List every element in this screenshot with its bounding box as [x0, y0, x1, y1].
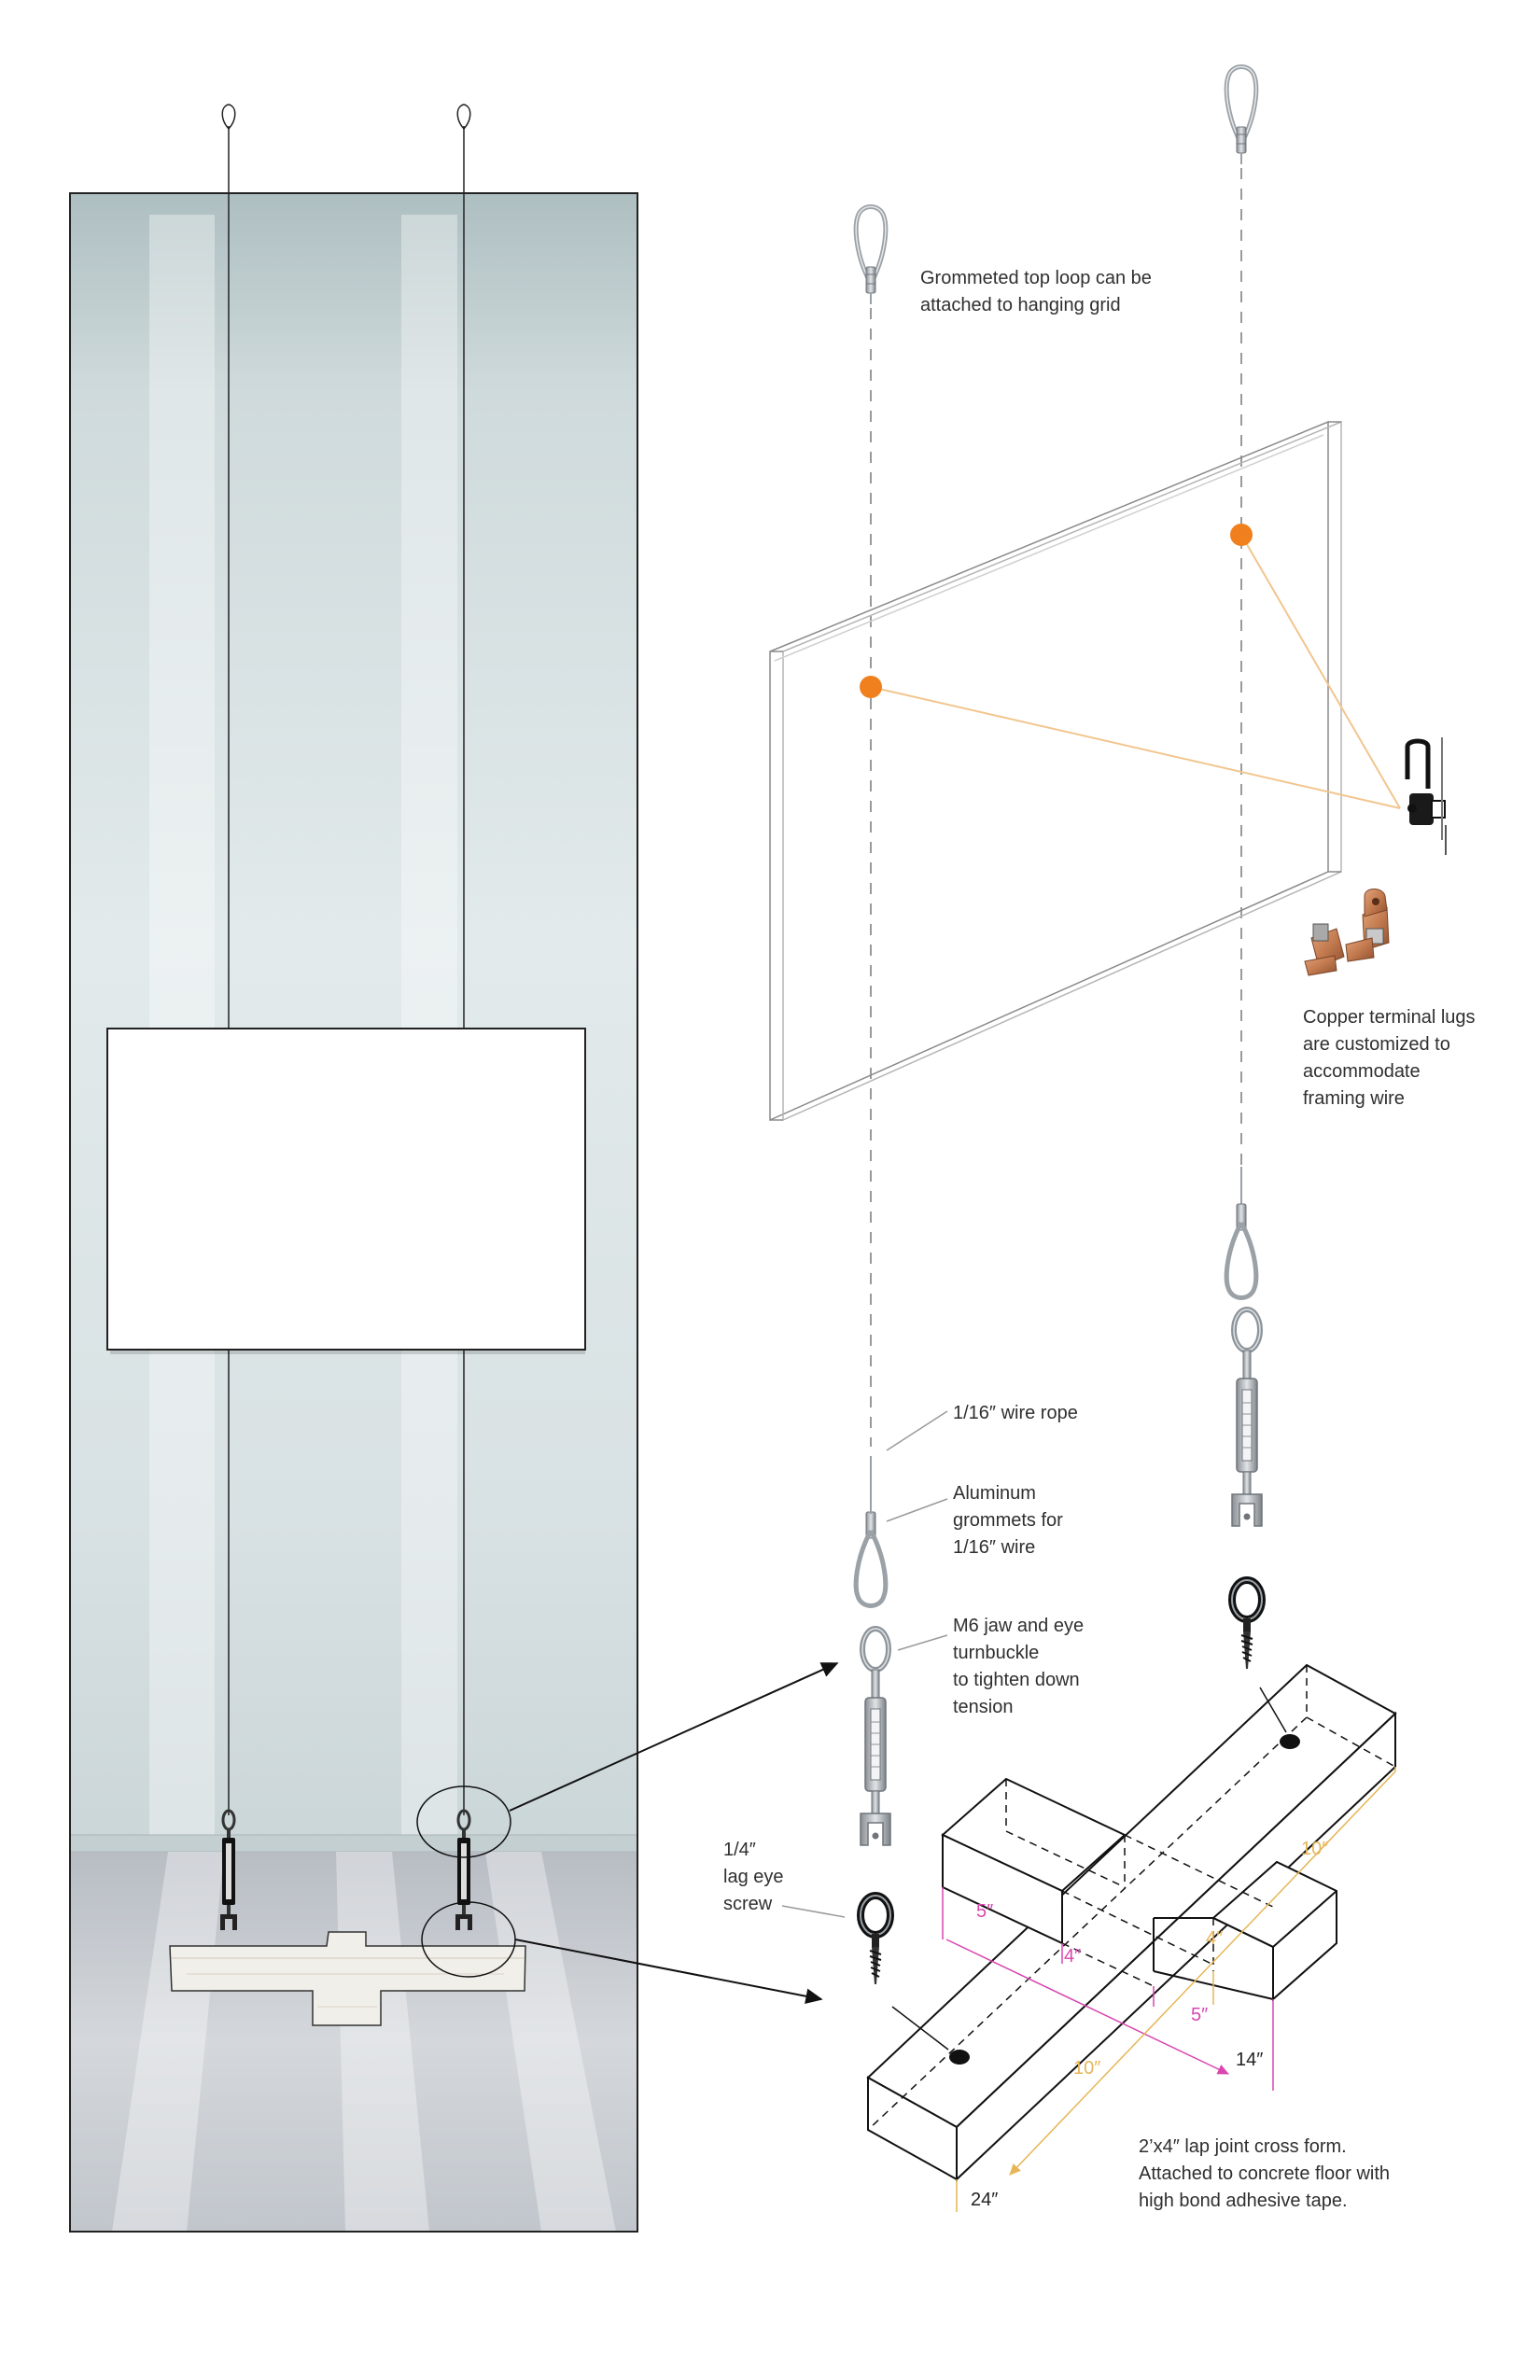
right-dashed-wire: [1226, 67, 1256, 1168]
elevation-scene: [70, 105, 637, 2232]
dim-right-4: 4″: [1206, 1928, 1224, 1949]
cross-form-label: 2’x4″ lap joint cross form. Attached to concrete floor with high bond adhesive tape.: [1139, 2136, 1391, 2211]
left-dashed-wire: [856, 207, 886, 1448]
terminal-lug-icon: [1407, 737, 1446, 855]
wire-rope-label: 1/16″ wire rope: [953, 1403, 1078, 1423]
left-exploded-turnbuckle-icon: [861, 1629, 890, 1845]
cross-form: [868, 1665, 1395, 2179]
turnbuckle-label: M6 jaw and eye turnbuckle to tighten down tension: [953, 1616, 1085, 1717]
screw-hole-right: [1280, 1734, 1300, 1749]
lug-leader-lines: [871, 535, 1400, 808]
copper-lugs-label: Copper terminal lugs are customized to accommodate framing wire: [1303, 1007, 1476, 1109]
exploded-panel: [770, 422, 1341, 1120]
lag-screw-label: 1/4″ lag eye screw: [723, 1840, 784, 1914]
dim-left-4: 4″: [1064, 1946, 1082, 1967]
left-lower-grommet-icon: [856, 1456, 886, 1606]
dim-length-24: 24″: [971, 2190, 999, 2210]
dim-left-5: 5″: [976, 1901, 994, 1922]
dim-upper-10: 10″: [1301, 1839, 1329, 1859]
floor-light-streaks: [112, 1852, 616, 2232]
left-lag-eye-screw-icon: [861, 1896, 890, 1984]
dim-width-14: 14″: [1236, 2050, 1264, 2070]
dim-right-5: 5″: [1191, 2005, 1209, 2025]
attachment-point-left: [860, 676, 882, 698]
left-top-loop-icon: [222, 105, 470, 129]
grommets-label: Aluminum grommets for 1/16″ wire: [953, 1483, 1063, 1558]
screw-hole-left: [949, 2050, 970, 2065]
top-loop-label: Grommeted top loop can be attached to hanging grid: [920, 268, 1152, 315]
right-exploded-turnbuckle-icon: [1232, 1309, 1262, 1526]
attachment-point-right: [1230, 524, 1253, 546]
right-lag-eye-screw-icon: [1232, 1580, 1262, 1669]
artwork-panel: [107, 1029, 585, 1350]
copper-lug-icon: [1305, 889, 1389, 976]
right-lower-grommet-icon: [1226, 1167, 1256, 1298]
dim-lower-10: 10″: [1073, 2058, 1101, 2079]
baseboard: [70, 1835, 637, 1852]
